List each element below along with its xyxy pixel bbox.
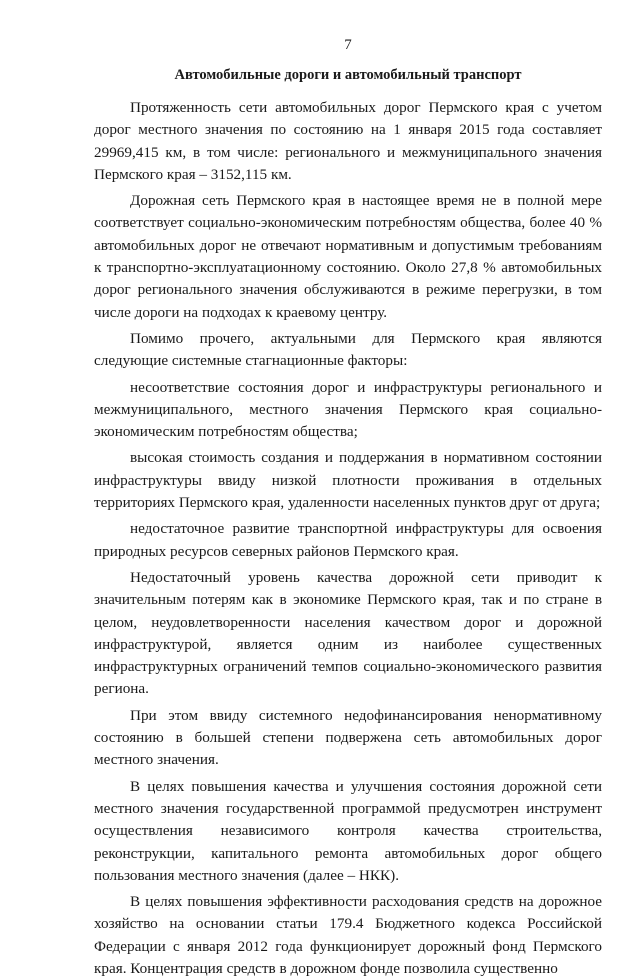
section-title: Автомобильные дороги и автомобильный транспорт [174,67,522,83]
paragraph-road-network-condition: Дорожная сеть Пермского края в настоящее время не в полной мере соответствует социально-экономическим потребностям общества, более 40 % автомобильных дорог не отвечают нормативным и допустимым требованиям к транспортно-эксплуатационному состоянию. Около 27,8 % автомобильных дорог регионального значения обслуживаются в режиме перегрузки, в том числе дороги на подходах к краевому центру. [94,192,602,321]
paragraph-road-network-length: Протяженность сети автомобильных дорог Пермского края с учетом дорог местного значения по состоянию на 1 января 2015 года составляет 29969,415 км, в том числе: регионального и межмуниципального значения Пермского края – 3152,115 км. [94,99,602,183]
paragraph-underfunding: При этом ввиду системного недофинансирования ненормативному состоянию в большей степени подвержена сеть автомобильных дорог местного значения. [94,706,602,769]
paragraph-factor-infrastructure: недостаточное развитие транспортной инфраструктуры для освоения природных ресурсов северных районов Пермского края. [94,520,602,560]
paragraph-quality-losses: Недостаточный уровень качества дорожной сети приводит к значительным потерям как в экономике Пермского края, так и по стране в целом, неудовлетворенности населения качеством дорог и дорожной инфраструктурой, является одним из наиболее существенных инфраструктурных ограничений темпов социально-экономического развития региона. [94,568,602,698]
paragraph-stagnation-factors-intro: Помимо прочего, актуальными для Пермского края являются следующие системные стагнационные факторы: [94,329,602,370]
paragraph-road-fund: В целях повышения эффективности расходования средств на дорожное хозяйство на основании статьи 179.4 Бюджетного кодекса Российской Федерации с января 2012 года функционирует дорожный фонд Пермского края. Концентрация средств в дорожном фонде позволила существенно [94,893,602,977]
paragraph-factor-mismatch: несоответствие состояния дорог и инфраструктуры регионального и межмуниципального, местного значения Пермского края социально-экономическим потребностям общества; [94,378,602,441]
body-text [94,97,602,980]
paragraph-independent-control: В целях повышения качества и улучшения состояния дорожной сети местного значения государственной программой предусмотрен инструмент осуществления независимого контроля качества строительства, реконструкции, капитального ремонта автомобильных дорог общего пользования местного значения (далее – НКК). [94,777,602,884]
page-number: 7 [344,37,352,53]
paragraph-factor-high-cost: высокая стоимость создания и поддержания в нормативном состоянии инфраструктуры ввиду низкой плотности проживания в отдельных территориях Пермского края, удаленности населенных пунктов друг от друга; [94,449,602,512]
